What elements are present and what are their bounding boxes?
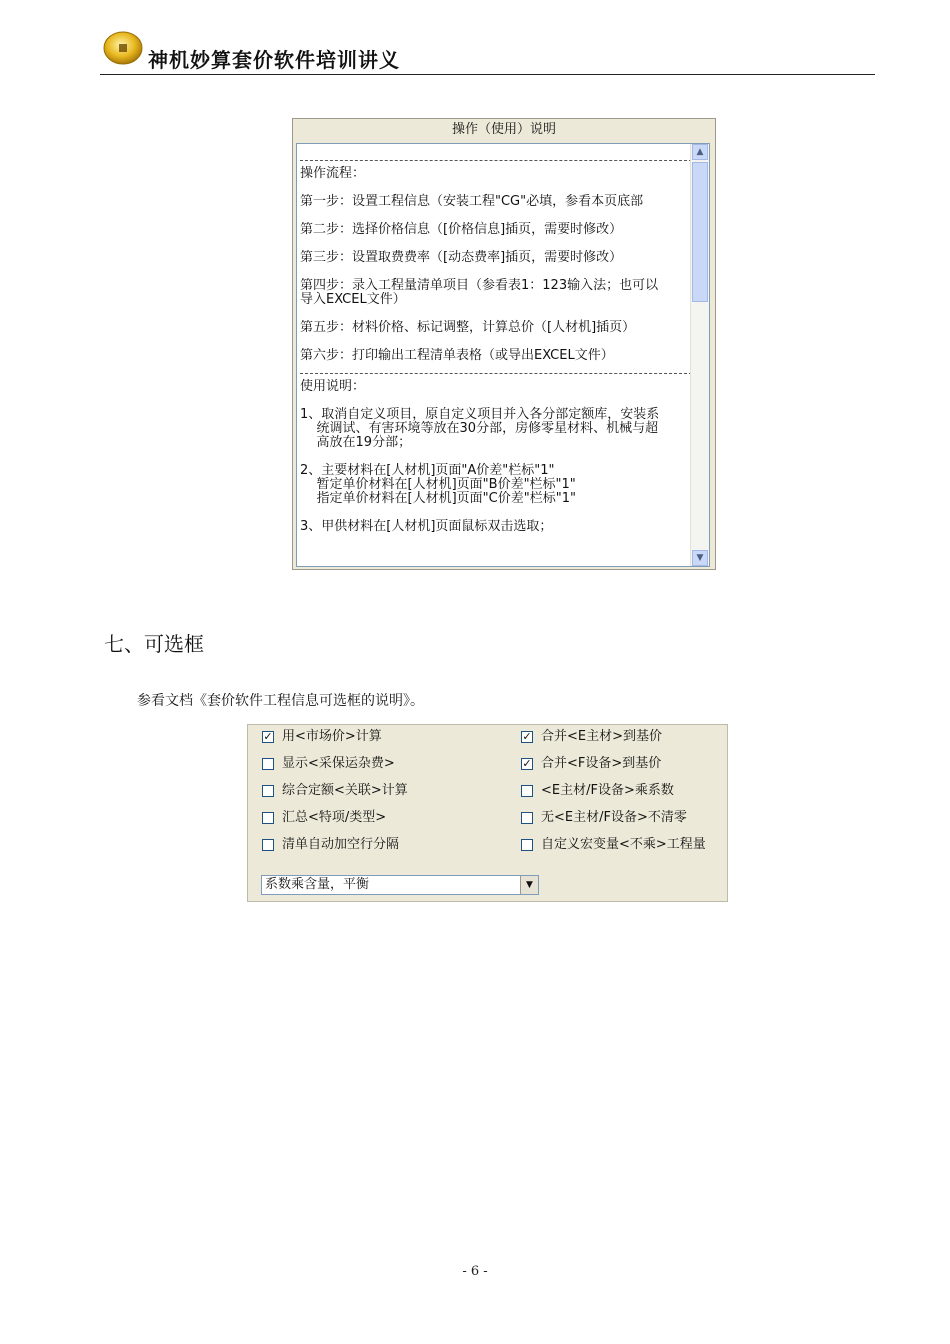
option-label: <E主材/F设备>乘系数: [541, 783, 674, 798]
option-label: 无<E主材/F设备>不清零: [541, 810, 687, 825]
usage-label: 使用说明：: [300, 379, 366, 394]
instructions-textbox[interactable]: [296, 143, 710, 567]
step-1: 第一步：设置工程信息（安装工程"CG"必填，参看本页底部: [300, 194, 644, 209]
step-4: 第四步：录入工程量清单项目（参看表1：123输入法；也可以 导入EXCEL文件）: [300, 278, 659, 307]
logo-coin-icon: [103, 30, 143, 66]
checkbox[interactable]: [262, 785, 274, 797]
checkbox[interactable]: ✓: [522, 757, 532, 770]
section-text: 参看文档《套价软件工程信息可选框的说明》。: [137, 693, 424, 709]
panel-title: 操作（使用）说明: [451, 122, 556, 137]
step-6: 第六步：打印输出工程清单表格（或导出EXCEL文件）: [300, 348, 614, 363]
select-value: 系数乘含量，平衡: [265, 877, 370, 892]
section-heading: 七、可选框: [104, 632, 204, 656]
scroll-up-arrow-icon[interactable]: ▲: [692, 144, 708, 160]
dashed-divider: [300, 373, 692, 374]
header-divider: [100, 74, 875, 75]
checkbox[interactable]: [521, 839, 533, 851]
instructions-content: [300, 148, 692, 548]
option-label: 汇总<特项/类型>: [282, 810, 387, 825]
checkbox[interactable]: ✓: [522, 730, 532, 743]
checkbox[interactable]: [521, 785, 533, 797]
note-3: 3、甲供材料在[人材机]页面鼠标双击选取；: [300, 519, 553, 534]
step-3: 第三步：设置取费费率（[动态费率]插页，需要时修改）: [300, 250, 623, 265]
scrollbar-thumb[interactable]: [692, 162, 708, 302]
option-label: 合并<E主材>到基价: [541, 729, 662, 744]
page-number: - 6 -: [462, 1264, 488, 1279]
checkbox[interactable]: ✓: [263, 730, 273, 743]
coefficient-mode-select[interactable]: [261, 875, 539, 895]
step-2: 第二步：选择价格信息（[价格信息]插页，需要时修改）: [300, 222, 623, 237]
checkbox[interactable]: [262, 839, 274, 851]
option-label: 合并<F设备>到基价: [541, 756, 662, 771]
option-label: 综合定额<关联>计算: [282, 783, 408, 798]
note-1: 1、取消自定义项目，原自定义项目并入各分部定额库，安装系 统调试、有害环境等放在30分部，房修零星材料、机械与超 高放在19分部；: [300, 407, 660, 450]
option-label: 自定义宏变量<不乘>工程量: [541, 837, 706, 852]
option-label: 清单自动加空行分隔: [282, 837, 400, 852]
option-label: 用<市场价>计算: [282, 729, 382, 744]
step-5: 第五步：材料价格、标记调整，计算总价（[人材机]插页）: [300, 320, 636, 335]
checkbox[interactable]: [521, 812, 533, 824]
checkbox[interactable]: [262, 758, 274, 770]
dashed-divider: [300, 160, 692, 161]
option-label: 显示<采保运杂费>: [282, 756, 395, 771]
flow-label: 操作流程：: [300, 166, 366, 181]
note-2: 2、主要材料在[人材机]页面"A价差"栏标"1" 暂定单价材料在[人材机]页面"B价差"栏标"1" 指定单价材料在[人材机]页面"C价差"栏标"1": [300, 463, 576, 506]
usage-instructions-panel: [292, 118, 716, 570]
dropdown-arrow-icon[interactable]: ▼: [520, 876, 538, 894]
checkbox[interactable]: [262, 812, 274, 824]
document-title: 神机妙算套价软件培训讲义: [148, 48, 400, 72]
options-panel: [247, 724, 728, 902]
vertical-scrollbar[interactable]: [690, 144, 709, 566]
scroll-down-arrow-icon[interactable]: ▼: [692, 550, 708, 566]
